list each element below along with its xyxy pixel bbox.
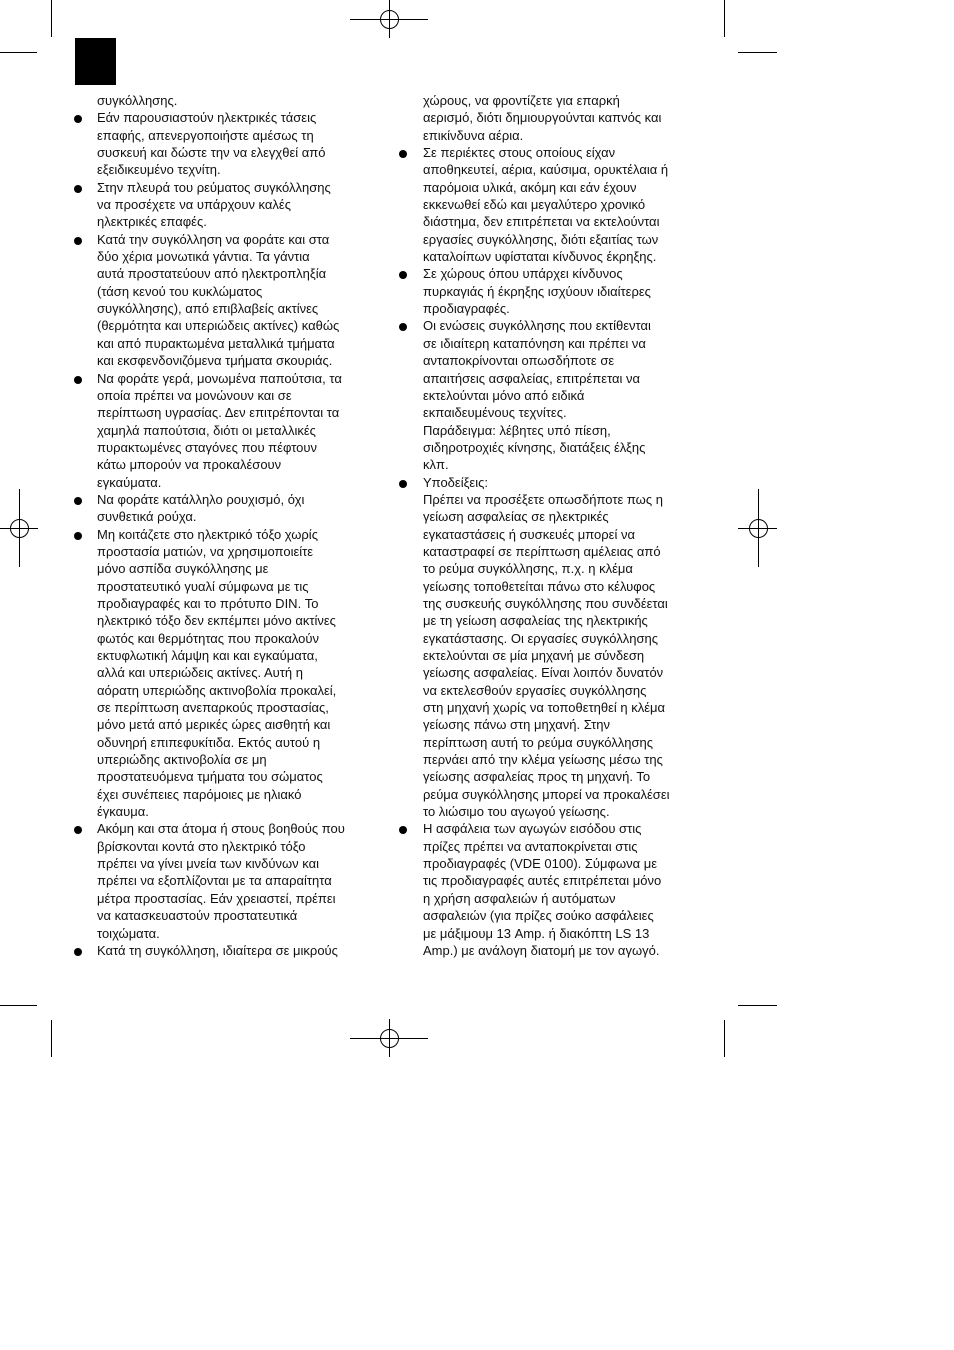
text-line: προδιαγραφές (VDE 0100). Σύμφωνα με [423, 856, 658, 872]
text-line: το λιώσιμο του αγωγού γείωσης. [423, 804, 610, 820]
text-line: περίπτωση αυτή το ρεύμα συγκόλλησης [423, 734, 654, 750]
text-line: φωτός και θερμότητας που προκαλούν [97, 630, 319, 646]
text-line: Στην πλευρά του ρεύματος συγκόλλησης [97, 179, 331, 195]
bullet-icon [74, 376, 82, 384]
crop-mark-top-left [0, 0, 52, 53]
text-line: εργασίες συγκόλλησης, διότι εξαιτίας των [423, 231, 659, 247]
list-item [423, 317, 715, 473]
text-line: αερισμό, διότι δημιουργούνται καπνός και [423, 110, 662, 126]
text-line: προδιαγραφές. [423, 301, 510, 317]
text-line: Κατά την συγκόλληση να φοράτε και στα [97, 231, 330, 247]
bullet-icon [399, 271, 407, 279]
text-line: προστατευτικό γυαλί σύμφωνα με τις [97, 578, 309, 594]
continued-text [97, 92, 389, 109]
bullet-icon [74, 826, 82, 834]
crop-mark-bottom-left [0, 1006, 52, 1058]
black-tab-block [75, 38, 116, 85]
text-line: βρίσκονται κοντά στο ηλεκτρικό τόξο [97, 838, 306, 854]
bullet-icon [74, 948, 82, 956]
text-line: συγκόλλησης), από επιβλαβείς ακτίνες [97, 301, 319, 317]
text-line: Οι ενώσεις συγκόλλησης που εκτίθενται [423, 318, 651, 334]
text-line: γείωσης ασφαλείας προς τη μηχανή. Το [423, 769, 651, 785]
text-line: προστατευόμενα τμήματα του σώματος [97, 769, 323, 785]
text-line: Να φοράτε κατάλληλο ρουχισμό, όχι [97, 491, 305, 507]
text-line: να προσέχετε να υπάρχουν καλές [97, 197, 291, 213]
bullet-icon [74, 532, 82, 540]
bullet-icon [399, 826, 407, 834]
list-item [97, 491, 389, 526]
list-item [97, 231, 389, 370]
list-item [423, 820, 715, 959]
text-line: Amp.) με ανάλογη διατομή με τον αγωγό. [423, 942, 660, 958]
text-line: Υποδείξεις: [423, 474, 488, 490]
text-line: πρίζες πρέπει να ανταποκρίνεται στις [423, 838, 638, 854]
bullet-icon [74, 185, 82, 193]
list-item [97, 370, 389, 491]
crop-mark-bottom-right [725, 1006, 778, 1058]
text-line: εκτελούνται σε μία μηχανή με σύνδεση [423, 648, 645, 663]
text-line: Σε περιέκτες στους οποίους είχαν [423, 145, 616, 161]
text-line: αυτά προστατεύουν από ηλεκτροπληξία [97, 266, 327, 282]
text-line: με μάξιμουμ 13 Amp. ή διακόπτη LS 13 [423, 925, 650, 941]
text-line: ηλεκτρικές επαφές. [97, 214, 207, 230]
text-line: αόρατη υπεριώδης ακτινοβολία προκαλεί, [97, 682, 337, 698]
text-line: χώρους, να φροντίζετε για επαρκή [423, 93, 620, 108]
text-line: η χρήση ασφαλειών ή αυτόματων [423, 890, 616, 906]
text-line: Εάν παρουσιαστούν ηλεκτρικές τάσεις [97, 110, 317, 126]
text-line: εγκαταστάσεις ή συσκευές μπορεί να [423, 526, 635, 542]
text-line: το ρεύμα συγκόλλησης, π.χ. η κλέμα [423, 561, 633, 577]
registration-mark-left [0, 489, 38, 567]
text-line: Να φοράτε γερά, μονωμένα παπούτσια, τα [97, 370, 342, 386]
text-line: και εκσφενδονιζόμενα τμήματα σκουριάς. [97, 353, 333, 369]
text-line: ηλεκτρικό τόξο δεν εκπέμπει μόνο ακτίνες [97, 613, 336, 629]
bullet-icon [399, 480, 407, 488]
text-line: καταλοίπων υφίσταται κίνδυνος έκρηξης. [423, 249, 657, 265]
list-item [97, 820, 389, 941]
registration-mark-right [738, 489, 777, 567]
text-line: στη μηχανή χωρίς να τοποθετηθεί η κλέμα [423, 700, 666, 716]
text-line: τις προδιαγραφές αυτές επιτρέπεται μόνο [423, 873, 662, 889]
text-line: Σε χώρους όπου υπάρχει κίνδυνος [423, 266, 623, 282]
text-line: εξειδικευμένο τεχνίτη. [97, 162, 221, 178]
text-line: χαμηλά παπούτσια, διότι οι μεταλλικές [97, 422, 316, 438]
list-item [97, 526, 389, 821]
left-column [97, 92, 389, 959]
text-line: Η ασφάλεια των αγωγών εισόδου στις [423, 821, 642, 837]
text-line: συγκόλλησης. [97, 93, 178, 108]
text-line: εκκενωθεί εδώ και μεγαλύτερο χρονικό [423, 197, 646, 213]
text-line: συσκευή και δώστε την να ελεγχθεί από [97, 145, 326, 161]
bullet-icon [74, 237, 82, 245]
list-item [97, 942, 389, 959]
text-line: οποία πρέπει να μονώνουν και σε [97, 387, 292, 403]
text-line: σε περίπτωση ανεπαρκούς προστασίας, [97, 700, 329, 716]
text-line: αποθηκευτεί, αέρια, καύσιμα, ορυκτέλαια ή [423, 162, 669, 178]
bullet-icon [399, 150, 407, 158]
text-line: με τη γείωση ασφαλείας της ηλεκτρικής [423, 613, 648, 629]
text-line: πρέπει να εξοπλίζονται με τα απαραίτητα [97, 873, 332, 889]
text-line: γείωση ασφαλείας σε ηλεκτρικές [423, 509, 609, 525]
text-line: πυρακτωμένες σταγόνες που πέφτουν [97, 439, 317, 455]
text-line: Πρέπει να προσέξετε οπωσδήποτε πως η [423, 491, 663, 507]
text-line: διάστημα, δεν επιτρέπεται να εκτελούνται [423, 214, 660, 230]
text-line: γείωσης πάνω στη μηχανή. Στην [423, 717, 610, 733]
text-line: παρόμοια υλικά, ακόμη και εάν έχουν [423, 179, 637, 195]
text-line: εκπαιδευμένους τεχνίτες. [423, 405, 567, 421]
bullet-icon [74, 497, 82, 505]
text-line: κλπ. [423, 457, 449, 473]
text-line: καταστραφεί σε περίπτωση αμέλειας από [423, 543, 661, 559]
text-line: Παράδειγμα: λέβητες υπό πίεση, [423, 422, 611, 438]
text-line: περίπτωση υγρασίας. Δεν επιτρέπονται τα [97, 405, 340, 421]
text-line: υπεριώδης ακτινοβολία σε μη [97, 752, 267, 768]
text-line: επικίνδυνα αέρια. [423, 127, 524, 143]
text-line: συνθετικά ρούχα. [97, 509, 197, 525]
text-line: μόνο μετά από μερικές ώρες αισθητή και [97, 717, 331, 733]
bullet-icon [74, 115, 82, 123]
text-line: έχει συνέπειες παρόμοιες με ηλιακό [97, 786, 302, 802]
text-line: γείωσης τοποθετείται πάνω στο κέλυφος [423, 578, 656, 594]
text-line: προδιαγραφές και το πρότυπο DIN. Το [97, 595, 319, 611]
list-item [423, 265, 715, 317]
text-line: τοιχώματα. [97, 925, 160, 941]
registration-mark-top [350, 0, 428, 38]
text-line: ανταποκρίνονται οπωσδήποτε σε [423, 353, 615, 369]
text-line: να κατασκευαστούν προστατευτικά [97, 908, 298, 924]
text-line: (τάση κενού του κυκλώματος [97, 283, 263, 299]
registration-mark-bottom [350, 1019, 428, 1057]
text-line: ρεύμα συγκόλλησης μπορεί να προκαλέσει [423, 786, 670, 802]
text-line: σε ιδιαίτερη καταπόνηση και πρέπει να [423, 335, 646, 351]
text-line: απαιτήσεις ασφαλείας, επιτρέπεται να [423, 370, 641, 386]
crop-mark-top-right [725, 0, 778, 53]
text-line: (θερμότητα και υπεριώδεις ακτίνες) καθώς [97, 318, 340, 334]
text-line: πρέπει να γίνει μνεία των κινδύνων και [97, 856, 319, 872]
text-line: να εκτελεσθούν εργασίες συγκόλλησης [423, 682, 647, 698]
text-line: κάτω μπορούν να προκαλέσουν [97, 457, 282, 473]
right-column [423, 92, 715, 959]
text-line: εκτελούνται μόνο από ειδικά [423, 387, 585, 403]
text-line: μόνο ασπίδα συγκόλλησης με [97, 561, 269, 577]
text-line: έγκαυμα. [97, 804, 149, 820]
text-line: επαφής, απενεργοποιήστε αμέσως τη [97, 127, 314, 143]
list-item [423, 474, 715, 821]
text-line: Μη κοιτάζετε στο ηλεκτρικό τόξο χωρίς [97, 526, 318, 542]
continued-text [423, 92, 715, 144]
text-line: οδυνηρή επιπεφυκίτιδα. Εκτός αυτού η [97, 734, 321, 750]
text-line: Κατά τη συγκόλληση, ιδιαίτερα σε μικρούς [97, 942, 338, 958]
text-line: προστασία ματιών, να χρησιμοποιείτε [97, 543, 314, 559]
text-line: εκτυφλωτική λάμψη και και εγκαύματα, [97, 648, 318, 663]
text-line: Ακόμη και στα άτομα ή στους βοηθούς που [97, 821, 345, 837]
list-item [97, 179, 389, 231]
text-line: πυρκαγιάς ή έκρηξης ισχύουν ιδιαίτερες [423, 283, 651, 299]
text-line: εγκατάστασης. Οι εργασίες συγκόλλησης [423, 630, 658, 646]
list-item [97, 109, 389, 178]
text-line: αλλά και υπεριώδεις ακτίνες. Αυτή η [97, 665, 304, 681]
text-line: εγκαύματα. [97, 474, 162, 490]
text-line: της συσκευής συγκόλλησης που συνδέεται [423, 595, 668, 611]
text-line: και από πυρακτωμένα μεταλλικά τμήματα [97, 335, 335, 351]
text-line: δύο χέρια μονωτικά γάντια. Τα γάντια [97, 249, 310, 265]
text-line: γείωσης ασφαλείας. Είναι λοιπόν δυνατόν [423, 665, 664, 681]
text-line: ασφαλειών (για πρίζες σούκο ασφάλειες [423, 908, 654, 924]
list-item [423, 144, 715, 265]
text-line: σιδηροτροχιές κίνησης, διατάξεις έλξης [423, 439, 646, 455]
text-line: περνάει από την κλέμα γείωσης μέσω της [423, 752, 663, 768]
text-line: μέτρα προστασίας. Εάν χρειαστεί, πρέπει [97, 890, 336, 906]
